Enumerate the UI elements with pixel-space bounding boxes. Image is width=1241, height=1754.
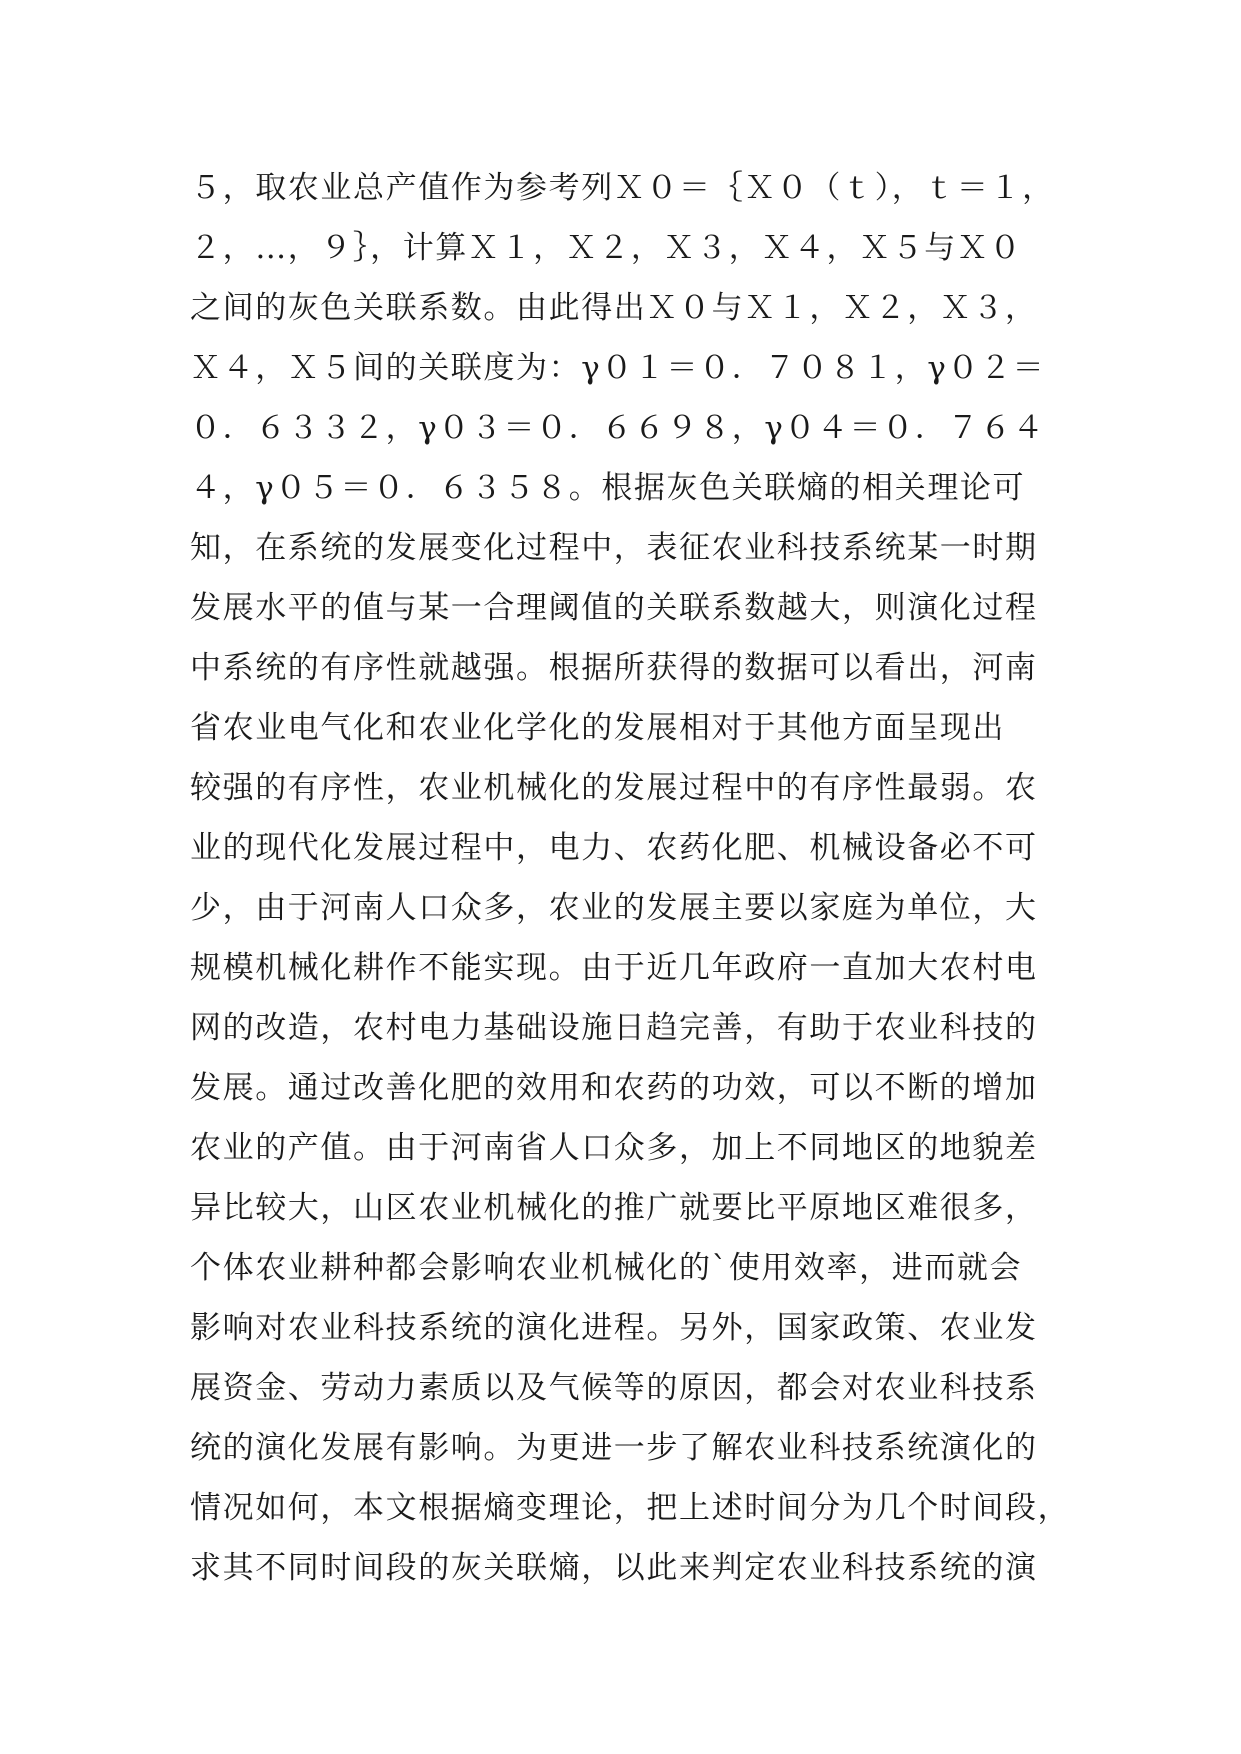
- text-line: 影响对农业科技系统的演化进程。另外，国家政策、农业发: [190, 1310, 1038, 1346]
- text-line: 较强的有序性，农业机械化的发展过程中的有序性最弱。农: [190, 770, 1038, 806]
- text-line: 个体农业耕种都会影响农业机械化的`使用效率，进而就会: [190, 1250, 1023, 1286]
- text-line: 中系统的有序性就越强。根据所获得的数据可以看出，河南: [190, 650, 1038, 686]
- text-line: 知，在系统的发展变化过程中，表征农业科技系统某一时期: [190, 530, 1038, 566]
- text-line: 求其不同时间段的灰关联熵，以此来判定农业科技系统的演: [190, 1550, 1038, 1586]
- text-line: 展资金、劳动力素质以及气候等的原因，都会对农业科技系: [190, 1370, 1038, 1406]
- text-line: 少，由于河南人口众多，农业的发展主要以家庭为单位，大: [190, 890, 1038, 926]
- text-line: ４，γ０５＝０．６３５８。根据灰色关联熵的相关理论可: [190, 470, 1026, 506]
- text-line: 异比较大，山区农业机械化的推广就要比平原地区难很多，: [190, 1190, 1038, 1226]
- text-line: 网的改造，农村电力基础设施日趋完善，有助于农业科技的: [190, 1010, 1038, 1046]
- text-line: 情况如何，本文根据熵变理论，把上述时间分为几个时间段，: [190, 1490, 1070, 1526]
- text-line: 之间的灰色关联系数。由此得出Ｘ０与Ｘ１，Ｘ２，Ｘ３，: [190, 290, 1038, 326]
- text-line: 发展。通过改善化肥的效用和农药的功效，可以不断的增加: [190, 1070, 1038, 1106]
- text-line: ２，…，９｝，计算Ｘ１，Ｘ２，Ｘ３，Ｘ４，Ｘ５与Ｘ０: [190, 230, 1023, 266]
- text-line: ０．６３３２，γ０３＝０．６６９８，γ０４＝０．７６４: [190, 410, 1046, 446]
- text-line: 统的演化发展有影响。为更进一步了解农业科技系统演化的: [190, 1430, 1038, 1466]
- text-line: 发展水平的值与某一合理阈值的关联系数越大，则演化过程: [190, 590, 1038, 626]
- text-line: 省农业电气化和农业化学化的发展相对于其他方面呈现出: [190, 710, 1005, 746]
- text-line: Ｘ４，Ｘ５间的关联度为：γ０１＝０．７０８１，γ０２＝: [190, 350, 1046, 386]
- text-line: 业的现代化发展过程中，电力、农药化肥、机械设备必不可: [190, 830, 1038, 866]
- text-line: 农业的产值。由于河南省人口众多，加上不同地区的地貌差: [190, 1130, 1038, 1166]
- text-line: ５，取农业总产值作为参考列Ｘ０＝｛Ｘ０（ｔ），ｔ＝１，: [190, 170, 1055, 206]
- text-line: 规模机械化耕作不能实现。由于近几年政府一直加大农村电: [190, 950, 1038, 986]
- body-text: [190, 158, 1070, 1598]
